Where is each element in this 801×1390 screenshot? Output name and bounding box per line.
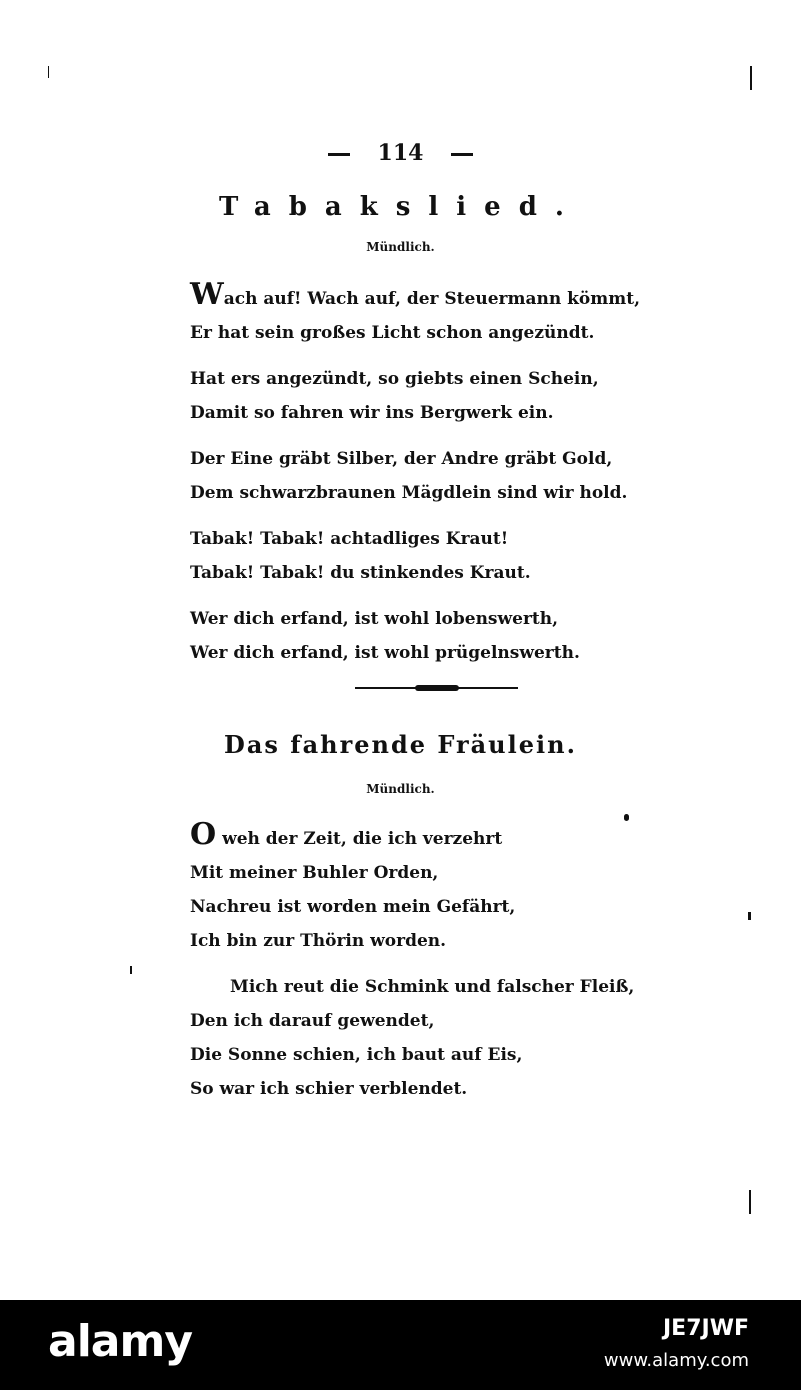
verse-line: Tabak! Tabak! du stinkendes Kraut. xyxy=(190,563,531,583)
poem1-verse xyxy=(190,277,640,670)
header-dash-right xyxy=(451,153,473,156)
verse-line: Ich bin zur Thörin worden. xyxy=(190,931,447,951)
watermark-bar xyxy=(0,1300,801,1390)
scan-speck xyxy=(749,1190,751,1214)
verse-line: Wach auf! Wach auf, der Steuermann kömmt, xyxy=(190,277,640,312)
verse-line: Tabak! Tabak! achtadliges Kraut! xyxy=(190,529,509,549)
scan-speck xyxy=(624,814,629,821)
page-header xyxy=(0,140,801,166)
verse-line: So war ich schier verblendet. xyxy=(190,1079,468,1099)
section-divider xyxy=(355,686,518,690)
drop-initial: W xyxy=(190,277,224,312)
verse-line: Damit so fahren wir ins Bergwerk ein. xyxy=(190,403,554,423)
poem2-source: Mündlich. xyxy=(366,782,435,796)
verse-line: Nachreu ist worden mein Gefährt, xyxy=(190,897,516,917)
verse-line: Hat ers angezündt, so giebts einen Schein, xyxy=(190,369,599,389)
poem1-source: Mündlich. xyxy=(366,240,435,254)
page-number: 114 xyxy=(377,140,424,166)
scan-speck xyxy=(750,66,752,90)
verse-line: Den ich darauf gewendet, xyxy=(190,1011,435,1031)
verse-line: Wer dich erfand, ist wohl lobenswerth, xyxy=(190,609,559,629)
verse-line: O weh der Zeit, die ich verzehrt xyxy=(190,817,503,852)
drop-initial: O xyxy=(190,817,217,852)
scan-speck xyxy=(130,966,132,974)
watermark-image-id: JE7JWF xyxy=(662,1316,749,1341)
poem2-title: Das fahrende Fräulein. xyxy=(224,730,577,759)
verse-line: Dem schwarzbraunen Mägdlein sind wir hold. xyxy=(190,483,628,503)
watermark-brand: alamy xyxy=(48,1316,192,1367)
watermark-url: www.alamy.com xyxy=(603,1350,749,1371)
scan-speck xyxy=(748,912,751,920)
poem1-title: Tabakslied. xyxy=(219,192,582,222)
verse-line: Er hat sein großes Licht schon angezündt. xyxy=(190,323,595,343)
verse-line: Der Eine gräbt Silber, der Andre gräbt Gold, xyxy=(190,449,613,469)
scan-speck xyxy=(48,66,49,78)
poem2-verse xyxy=(190,817,635,1106)
verse-line: Die Sonne schien, ich baut auf Eis, xyxy=(190,1045,523,1065)
verse-line: Mit meiner Buhler Orden, xyxy=(190,863,439,883)
verse-line: Mich reut die Schmink und falscher Fleiß, xyxy=(230,977,635,997)
header-dash-left xyxy=(328,153,350,156)
verse-line: Wer dich erfand, ist wohl prügelnswerth. xyxy=(190,643,580,663)
